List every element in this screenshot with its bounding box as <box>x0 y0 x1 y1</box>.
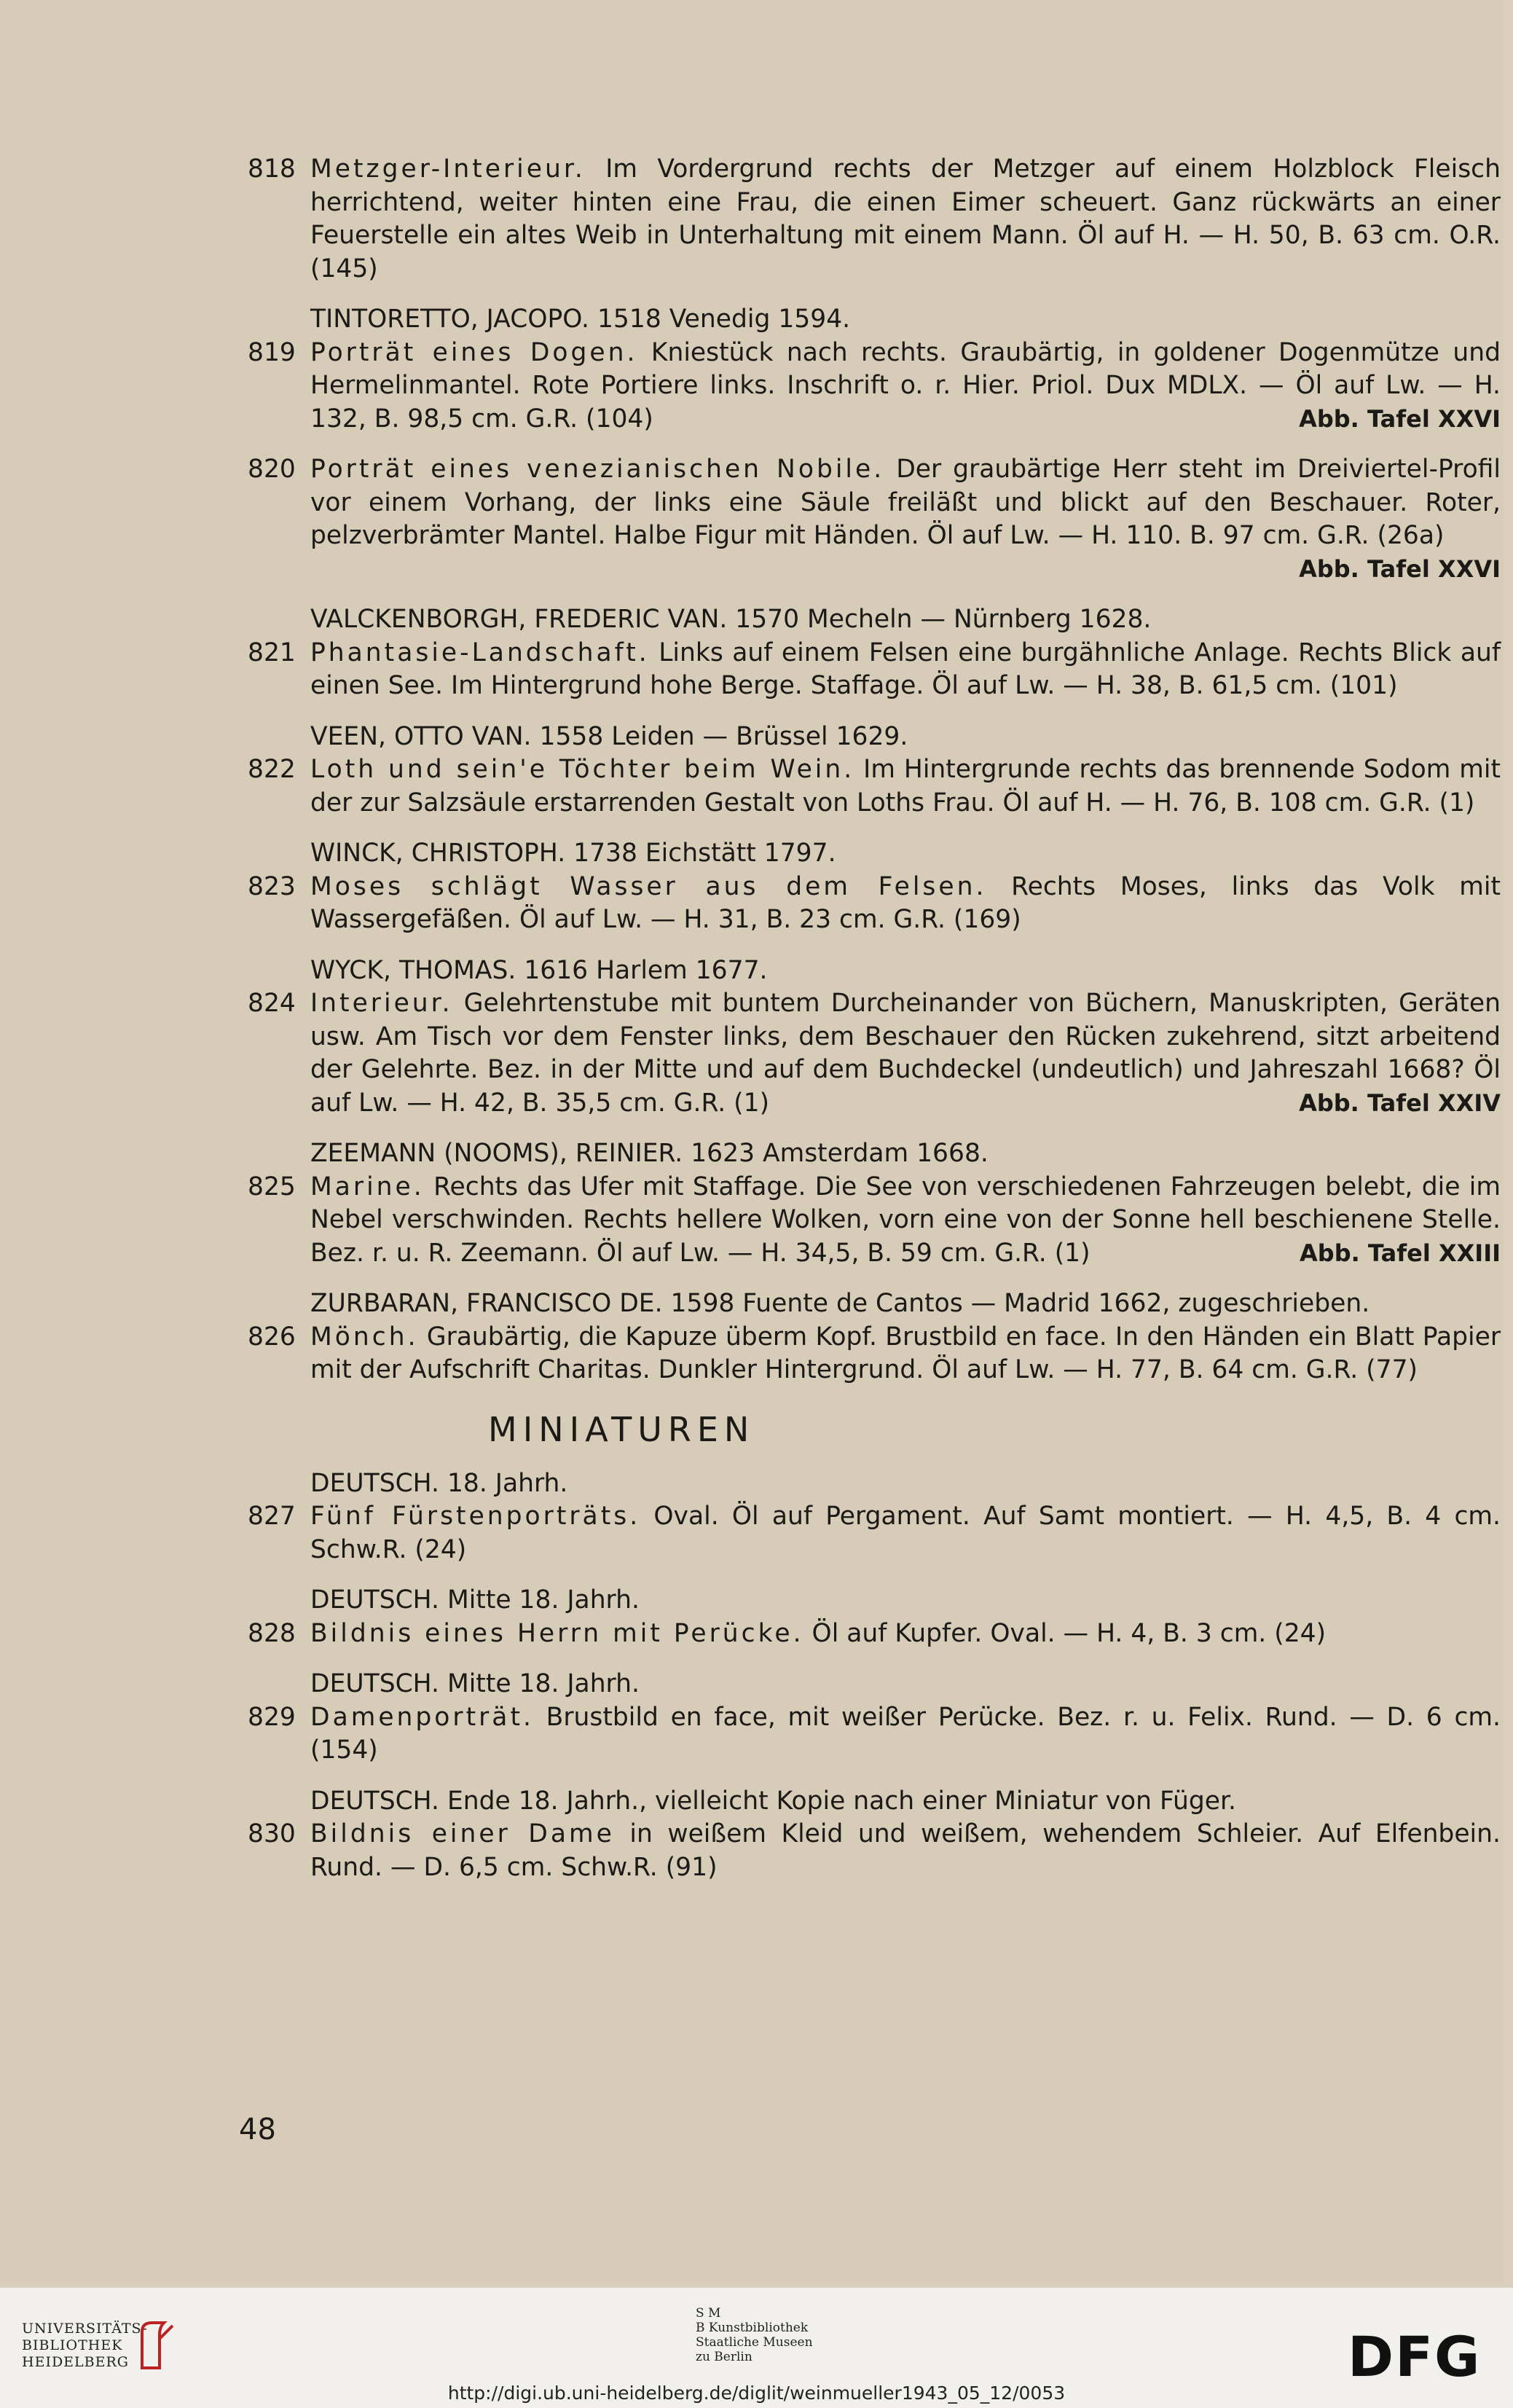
entry-number: 828 <box>248 1618 296 1648</box>
museum-logo-line: S M <box>696 2306 721 2321</box>
catalog-entry <box>248 753 1501 820</box>
artist-heading: VEEN, OTTO VAN. 1558 Leiden — Brüssel 1629. <box>310 721 908 751</box>
entry-title: Marine. <box>310 1172 425 1201</box>
entry-title: Moses schlägt Wasser aus dem Felsen. <box>310 871 987 901</box>
catalog-entry <box>248 153 1501 286</box>
artist-heading: DEUTSCH. 18. Jahrh. <box>310 1468 568 1498</box>
entry-description <box>310 637 1501 703</box>
university-logo-line: UNIVERSITÄTS- <box>22 2321 148 2337</box>
catalog-entry <box>248 1500 1501 1566</box>
university-logo[interactable] <box>22 2321 148 2371</box>
entry-number: 821 <box>248 638 296 667</box>
spacer <box>248 1768 1501 1785</box>
spacer <box>248 1566 1501 1584</box>
entry-number: 827 <box>248 1502 296 1531</box>
spacer <box>248 820 1501 837</box>
catalog-entry <box>248 453 1501 586</box>
entry-title: Loth und sein'e Töchter beim Wein. <box>310 755 855 784</box>
entry-title: Porträt eines venezianischen Nobile. <box>310 455 885 484</box>
artist-heading: ZEEMANN (NOOMS), REINIER. 1623 Amsterdam 1668. <box>310 1139 989 1168</box>
catalog-entry <box>248 637 1501 703</box>
artist-heading: DEUTSCH. Mitte 18. Jahrh. <box>310 1669 640 1698</box>
spacer <box>248 703 1501 721</box>
entry-title: Fünf Fürstenporträts. <box>310 1502 641 1531</box>
entry-description <box>310 1171 1501 1271</box>
entry-number: 822 <box>248 755 296 784</box>
museum-logo-line: B Kunstbibliothek <box>696 2321 809 2335</box>
entry-text: Im Hintergrunde rechts das brennende Sodom mit der zur Salzsäule erstarrenden Gestalt von Loths Frau. Öl auf H. — H. 76, B. 108 cm. G.R. (1) <box>310 755 1501 817</box>
section-heading: MINIATUREN <box>488 1409 755 1449</box>
entry-text: in weißem Kleid und weißem, wehendem Schleier. Auf Elfenbein. Rund. — D. 6,5 cm. Schw.R. (91) <box>310 1819 1501 1882</box>
artist-heading: TINTORETTO, JACOPO. 1518 Venedig 1594. <box>310 305 851 334</box>
dfg-logo[interactable]: DFG <box>1348 2324 1482 2389</box>
artist-heading: VALCKENBORGH, FREDERIC VAN. 1570 Mecheln — Nürnberg 1628. <box>310 605 1152 634</box>
entry-text: Brustbild en face, mit weißer Perücke. Bez. r. u. Felix. Rund. — D. 6 cm. (154) <box>310 1702 1501 1765</box>
plate-reference: Abb. Tafel XXIII <box>1300 1239 1501 1267</box>
university-logo-line: HEIDELBERG <box>22 2354 129 2370</box>
page-number: 48 <box>239 2113 276 2146</box>
entry-number: 824 <box>248 989 296 1018</box>
entry-description <box>310 1321 1501 1387</box>
spacer <box>248 436 1501 453</box>
artist-heading: DEUTSCH. Mitte 18. Jahrh. <box>310 1585 640 1615</box>
entry-text: Rechts das Ufer mit Staffage. Die See von verschiedenen Fahrzeugen belebt, die im Nebel verschwinden. Rechts hellere Wolken, vorn eine von der Sonne hell beschienene Stelle. Bez. r. u. R. Zeemann. Öl auf Lw. — H. 34,5, B. 59 cm. G.R. (1) <box>310 1172 1501 1268</box>
catalog-entry <box>248 337 1501 436</box>
footer <box>0 2288 1513 2408</box>
entry-number: 829 <box>248 1702 296 1732</box>
artist-heading: WINCK, CHRISTOPH. 1738 Eichstätt 1797. <box>310 839 836 868</box>
entry-text: Im Vordergrund rechts der Metzger auf einem Holzblock Fleisch herrichtend, weiter hinten eine Frau, die einen Eimer scheuert. Ganz rückwärts an einer Feuerstelle ein altes Weib in Unterhaltung mit einem Mann. Öl auf H. — H. 50, B. 63 cm. O.R. (145) <box>310 154 1501 283</box>
entry-description <box>310 453 1501 586</box>
university-emblem-icon <box>135 2317 178 2375</box>
entry-text: Kniestück nach rechts. Graubärtig, in goldener Dogenmütze und Hermelinmantel. Rote Portiere links. Inschrift o. r. Hier. Priol. Dux MDLX. — Öl auf Lw. — H. 132, B. 98,5 cm. G.R. (104) <box>310 337 1501 434</box>
artist-heading: WYCK, THOMAS. 1616 Harlem 1677. <box>310 955 768 985</box>
entry-text: Links auf einem Felsen eine burgähnliche Anlage. Rechts Blick auf einen See. Im Hintergrund hohe Berge. Staffage. Öl auf Lw. — H. 38, B. 61,5 cm. (101) <box>310 638 1501 700</box>
catalog-entry <box>248 871 1501 937</box>
catalog-entry <box>248 1321 1501 1387</box>
catalog-entry <box>248 1171 1501 1271</box>
spacer <box>248 1270 1501 1287</box>
source-url-link[interactable]: http://digi.ub.uni-heidelberg.de/diglit/weinmueller1943_05_12/0053 <box>447 2382 1066 2404</box>
entry-title: Damenporträt. <box>310 1702 534 1732</box>
entry-description <box>310 1818 1501 1884</box>
entry-title: Metzger-Interieur. <box>310 154 586 184</box>
entry-description <box>310 1500 1501 1566</box>
entry-title: Mönch. <box>310 1322 419 1352</box>
plate-reference: Abb. Tafel XXVI <box>1299 404 1501 433</box>
catalog-entry <box>248 1818 1501 1884</box>
entry-description <box>310 153 1501 286</box>
university-logo-line: BIBLIOTHEK <box>22 2337 123 2353</box>
museum-logo[interactable] <box>696 2306 813 2364</box>
entry-text: Oval. Öl auf Pergament. Auf Samt montiert. — H. 4,5, B. 4 cm. Schw.R. (24) <box>310 1502 1501 1564</box>
catalog-entry <box>248 1617 1501 1651</box>
entry-title: Interieur. <box>310 989 453 1018</box>
plate-reference: Abb. Tafel XXVI <box>1299 554 1501 583</box>
entry-title: Phantasie-Landschaft. <box>310 638 650 667</box>
entry-text: Der graubärtige Herr steht im Dreiviertel-Profil vor einem Vorhang, der links eine Säule freiläßt und blickt auf den Beschauer. Roter, pelzverbrämter Mantel. Halbe Figur mit Händen. Öl auf Lw. — H. 110. B. 97 cm. G.R. (26a) <box>310 455 1501 550</box>
entry-number: 825 <box>248 1172 296 1201</box>
entry-number: 830 <box>248 1819 296 1848</box>
entry-description <box>310 871 1501 937</box>
spacer <box>248 1120 1501 1137</box>
entry-text: Gelehrtenstube mit buntem Durcheinander von Büchern, Manuskripten, Geräten usw. Am Tisch vor dem Fenster links, dem Beschauer den Rücken zukehrend, sitzt arbeitend der Gelehrte. Bez. in der Mitte und auf dem Buchdeckel (undeutlich) und Jahreszahl 1668? Öl auf Lw. — H. 42, B. 35,5 cm. G.R. (1) <box>310 989 1501 1118</box>
artist-heading: DEUTSCH. Ende 18. Jahrh., vielleicht Kopie nach einer Miniatur von Füger. <box>310 1786 1236 1816</box>
catalog-content <box>248 153 1501 1884</box>
entry-description <box>310 1701 1501 1768</box>
entry-number: 819 <box>248 337 296 367</box>
entry-text: Graubärtig, die Kapuze überm Kopf. Brustbild en face. In den Händen ein Blatt Papier mit der Aufschrift Charitas. Dunkler Hintergrund. Öl auf Lw. — H. 77, B. 64 cm. G.R. (77) <box>310 1322 1501 1384</box>
entry-text: Rechts Moses, links das Volk mit Wassergefäßen. Öl auf Lw. — H. 31, B. 23 cm. G.R. (169) <box>310 871 1501 934</box>
plate-reference: Abb. Tafel XXIV <box>1299 1089 1501 1117</box>
entry-number: 823 <box>248 871 296 901</box>
entry-description <box>310 337 1501 436</box>
spacer <box>248 937 1501 954</box>
artist-heading: ZURBARAN, FRANCISCO DE. 1598 Fuente de Cantos — Madrid 1662, zugeschrieben. <box>310 1289 1370 1318</box>
entry-title: Bildnis einer Dame <box>310 1819 615 1848</box>
entry-number: 818 <box>248 154 296 184</box>
spacer <box>248 586 1501 603</box>
entry-description <box>310 1617 1501 1651</box>
museum-logo-line: Staatliche Museen <box>696 2335 813 2350</box>
entry-description <box>310 987 1501 1120</box>
entry-text: Öl auf Kupfer. Oval. — H. 4, B. 3 cm. (24) <box>811 1618 1327 1648</box>
spacer <box>248 1650 1501 1668</box>
entry-number: 826 <box>248 1322 296 1352</box>
entry-title: Bildnis eines Herrn mit Perücke. <box>310 1618 804 1648</box>
entry-description <box>310 753 1501 820</box>
museum-logo-line: zu Berlin <box>696 2350 752 2364</box>
entry-number: 820 <box>248 455 296 484</box>
catalog-entry <box>248 1701 1501 1768</box>
spacer <box>248 286 1501 303</box>
entry-title: Porträt eines Dogen. <box>310 337 638 367</box>
catalog-entry <box>248 987 1501 1120</box>
